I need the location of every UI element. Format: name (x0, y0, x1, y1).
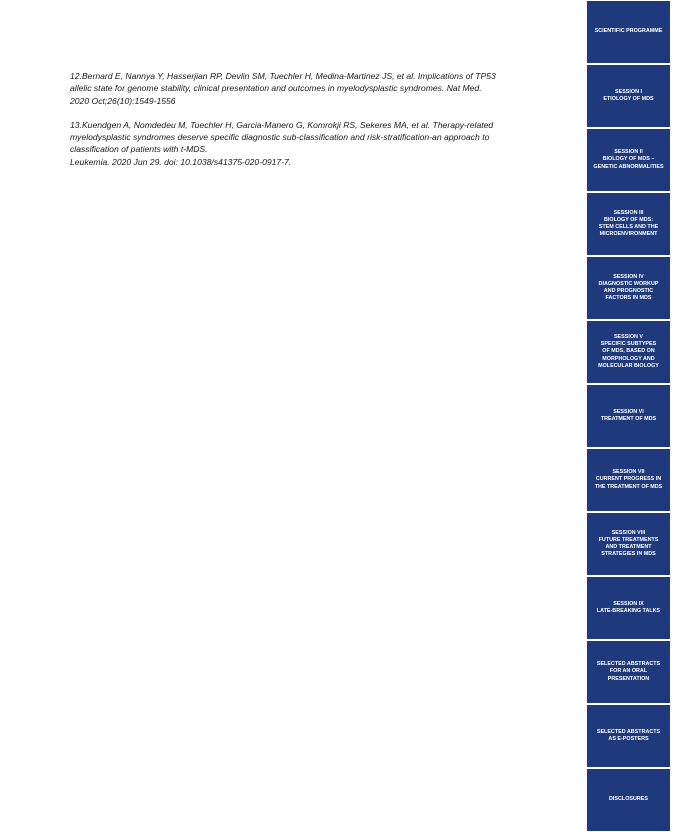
nav-tab-line: MICROENVIRONMENT (599, 231, 658, 238)
nav-tab-line: AND TREATMENT (605, 544, 652, 550)
nav-tab-label (595, 28, 663, 35)
nav-tab-line: SESSION III (613, 209, 644, 216)
reference-line: classification of patients with t-MDS. (70, 144, 208, 155)
reference-12 (70, 70, 520, 107)
nav-tab-line: AND PROGNOSTIC (603, 288, 654, 294)
nav-tab-label (599, 210, 658, 239)
nav-tab-label (597, 661, 660, 683)
nav-tab-label (598, 334, 659, 370)
nav-tab-session-iv[interactable] (587, 257, 670, 319)
nav-tab-line: STRATEGIES IN MDS (601, 551, 656, 558)
reference-13 (70, 119, 520, 168)
nav-tab-session-vi[interactable] (587, 385, 670, 447)
nav-tab-line: FACTORS IN MDS (605, 295, 652, 302)
reference-line: 12.Bernard E, Nannya Y, Hasserjian RP, Devlin SM, Tuechler H, Medina-Martinez JS, et al. Implications of TP53 (70, 71, 496, 81)
nav-tab-line: SESSION VIII (611, 529, 646, 536)
nav-tab-label (595, 469, 663, 491)
nav-tab-line: FOR AN ORAL (609, 668, 648, 675)
nav-tab-label (597, 729, 660, 743)
reference-line: myelodysplastic syndromes deserve specific diagnostic sub-classification and risk-stratification-an approach to (70, 132, 490, 143)
nav-tab-line: MOLECULAR BIOLOGY (598, 362, 659, 369)
nav-tab-line: STEM CELLS AND THE (598, 224, 659, 230)
nav-tab-line: PRESENTATION (607, 675, 650, 682)
reference-line: 2020 Oct;26(10):1549-1556 (70, 95, 176, 106)
nav-tab-line: SPECIFIC SUBTYPES (600, 341, 657, 348)
nav-tab-line: CURRENT PROGRESS IN (595, 476, 662, 483)
sidebar-nav (587, 0, 670, 832)
nav-tab-line: SESSION VI (613, 408, 644, 415)
nav-tab-line: DIAGNOSTIC WORKUP (598, 280, 659, 287)
nav-tab-line: SESSION II (614, 149, 643, 156)
nav-tab-disclosures[interactable] (587, 769, 670, 831)
nav-tab-line: SESSION VII (612, 469, 645, 476)
nav-tab-selected-abstracts-oral[interactable] (587, 641, 670, 703)
nav-tab-line: FUTURE TREATMENTS (598, 536, 659, 543)
nav-tab-label (599, 530, 659, 559)
nav-tab-label (599, 274, 659, 303)
nav-tab-scientific-programme[interactable] (587, 1, 670, 63)
reference-line: allelic state for genome stability, clinical presentation and outcomes in myelodysplastic syndromes. Nat Med. (70, 83, 482, 94)
nav-tab-line: SESSION IV (613, 273, 644, 280)
nav-tab-session-v[interactable] (587, 321, 670, 383)
nav-tab-line: LATE-BREAKING TALKS (596, 608, 661, 614)
nav-tab-line: GENETIC ABNORMALITIES (593, 163, 664, 170)
nav-tab-line: ETIOLOGY OF MDS (603, 96, 654, 102)
reference-line: 13.Kuendgen A, Nomdedeu M, Tuechler H, Garcia-Manero G, Komrokji RS, Sekeres MA, et al. Therapy-related (70, 119, 494, 130)
nav-tab-line: OF MDS, BASED ON (602, 348, 655, 355)
nav-tab-selected-abstracts-eposters[interactable] (587, 705, 670, 767)
nav-tab-line: DISCLOSURES (609, 796, 648, 803)
nav-tab-line: SCIENTIFIC PROGRAMME (594, 28, 663, 35)
nav-tab-line: MORPHOLOGY AND (602, 355, 655, 362)
reference-line: Leukemia. 2020 Jun 29. doi: 10.1038/s41375-020-0917-7. (70, 156, 292, 167)
nav-tab-label (609, 796, 648, 803)
references-section (70, 70, 520, 180)
nav-tab-line: AS E-POSTERS (608, 736, 649, 742)
nav-tab-line: TREATMENT OF MDS (600, 416, 657, 422)
nav-tab-line: SELECTED ABSTRACTS (596, 728, 661, 735)
nav-tab-line: BIOLOGY OF MDS: (603, 216, 654, 223)
nav-tab-session-i[interactable] (587, 65, 670, 127)
nav-tab-line: SESSION V (613, 333, 644, 340)
nav-tab-session-vii[interactable] (587, 449, 670, 511)
nav-tab-session-iii[interactable] (587, 193, 670, 255)
nav-tab-session-viii[interactable] (587, 513, 670, 575)
nav-tab-label (603, 89, 653, 103)
nav-tab-line: SESSION I (615, 88, 642, 95)
nav-tab-line: BIOLOGY OF MDS – (602, 156, 655, 163)
nav-tab-label (601, 409, 656, 423)
nav-tab-line: SELECTED ABSTRACTS (596, 661, 661, 668)
nav-tab-line: THE TREATMENT OF MDS (594, 483, 663, 490)
nav-tab-label (597, 601, 660, 615)
nav-tab-session-ii[interactable] (587, 129, 670, 191)
nav-tab-line: SESSION IX (613, 600, 644, 607)
nav-tab-label (593, 149, 663, 171)
nav-tab-session-ix[interactable] (587, 577, 670, 639)
